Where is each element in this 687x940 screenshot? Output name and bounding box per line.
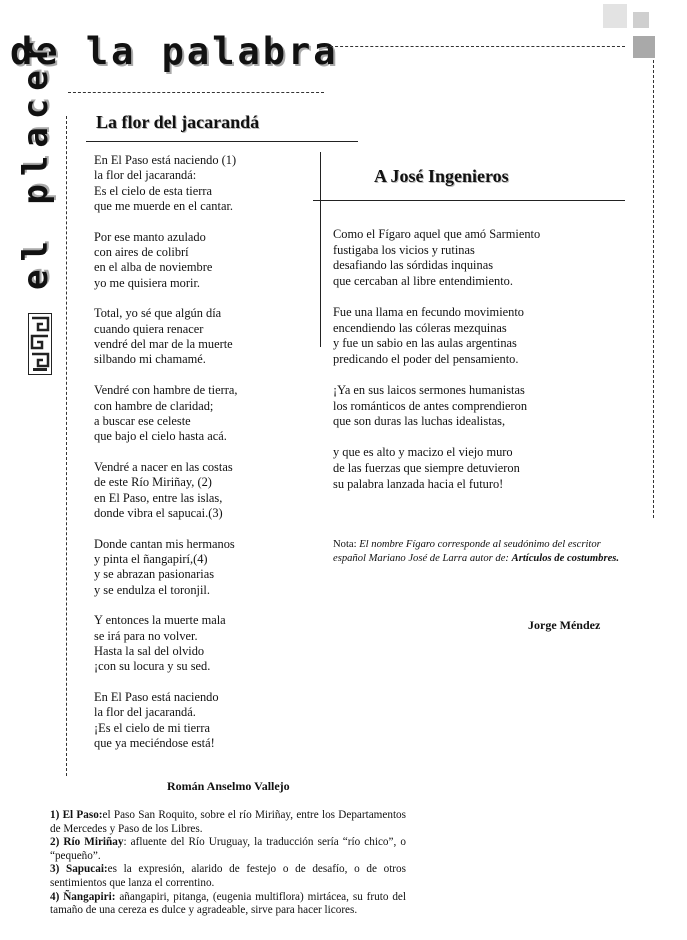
poem-line: fustigaba los vicios y rutinas [333,242,475,257]
poem-line: Vendré con hambre de tierra, [94,383,238,398]
footnote-text: el Paso San Roquito, sobre el río Miriñay, entre los Departamentos de Mercedes y Paso de los Libres. [50,809,406,835]
poem-line: Y entonces la muerte mala [94,613,226,628]
poem-line: de este Río Miriñay, (2) [94,475,212,490]
stanza [94,460,237,521]
poem-line: la flor del jacarandá: [94,168,197,183]
poem-line: se irá para no volver. [94,628,198,643]
poem-line: que bajo el cielo hasta acá. [94,429,227,444]
poem1-body [94,153,237,767]
poem-line: en El Paso, entre las islas, [94,490,223,505]
poem2-body [333,227,540,508]
poem-line: con aires de colibrí [94,245,189,260]
poem-line: y se abrazan pasionarias [94,567,215,582]
poem2-title: A José Ingenieros [374,166,509,186]
decor-square-dark [633,36,655,58]
footnote-term: 3) Sapucai: [50,863,108,876]
poem-line: su palabra lanzada hacia el futuro! [333,476,504,491]
greek-key-ornament-icon [28,313,52,375]
poem-line: que son duras las luchas idealistas, [333,414,506,429]
poem-line: ¡Ya en sus laicos sermones humanistas [333,382,525,397]
poem2-title-rule [313,200,625,201]
poem-line: yo me quisiera morir. [94,275,200,290]
column-divider [320,152,321,347]
stanza [333,383,540,430]
poem-line: los románticos de antes comprendieron [333,398,528,413]
decor-square-small [633,12,649,28]
poem-line: En El Paso está naciendo (1) [94,153,237,167]
poem1-author: Román Anselmo Vallejo [167,779,290,793]
left-dashed-border [66,116,67,776]
header-rule-right [325,46,625,47]
decor-square-large [603,4,627,28]
poem-line: predicando el poder del pensamiento. [333,351,519,366]
footnote-text: añangapiri, pitanga, (eugenia multiflora) mirtácea, su fruto del tamaño de una cereza es dulce y agradeable, sirve para hacer licores. [50,890,406,917]
stanza [333,445,540,492]
poem-line: cuando quiera renacer [94,321,204,336]
stanza [94,537,237,598]
poem-line: y se endulza el toronjil. [94,582,210,597]
poem-line: desafiando las sórdidas inquinas [333,258,494,273]
poem-line: y pinta el ñangapirí,(4) [94,551,208,566]
stanza [94,153,237,214]
poem-line: en el alba de noviembre [94,260,213,275]
poem-line: ¡con su locura y su sed. [94,659,211,674]
section-title: de la palabra [10,30,339,73]
vertical-section-label: el placer [16,33,56,290]
stanza [333,227,540,289]
footnote-item [50,836,406,863]
poem-line: y fue un sabio en las aulas argentinas [333,336,517,351]
poem-line: y que es alto y macizo el viejo muro [333,445,513,460]
poem-line: ¡Es el cielo de mi tierra [94,720,210,735]
note-work: Artículos de costumbres. [511,553,620,564]
poem-line: En El Paso está naciendo [94,690,219,705]
footnote-term: 4) Ñangapiri: [50,890,116,903]
stanza [333,305,540,367]
poem-line: Por ese manto azulado [94,229,206,244]
poem2-note [333,538,625,566]
footnote-text: es la expresión, alarido de festejo o de desafío, o de otros sentimientos que lanza el correntino. [50,863,406,889]
poem1-title-rule [86,141,358,142]
stanza [94,383,237,444]
stanza [94,613,237,674]
poem-line: donde vibra el sapucai.(3) [94,505,223,520]
poem2-author: Jorge Méndez [528,618,601,632]
footnote-text: : afluente del Río Uruguay, la traducción sería “río chico”, o “pequeño”. [50,836,406,862]
stanza [94,230,237,291]
poem-line: de las fuerzas que siempre detuvieron [333,460,520,475]
poem-line: Vendré a nacer en las costas [94,459,233,474]
footnote-term: 2) Río Miriñay [50,836,124,849]
stanza [94,690,237,751]
poem-line: Total, yo sé que algún día [94,306,222,321]
stanza [94,306,237,367]
footnote-item [50,863,406,890]
poem-line: a buscar ese celeste [94,413,191,428]
footnote-term: 1) El Paso: [50,809,103,821]
header-rule-below [68,92,324,93]
note-text: El nombre Fígaro corresponde al seudónimo del escritor español Mariano José de Larra autor de: [333,539,601,564]
poem-line: que cercaban al libre entendimiento. [333,273,513,288]
poem-line: Hasta la sal del olvido [94,644,205,658]
poem-line: que ya meciéndose está! [94,736,215,751]
footnote-item [50,809,406,836]
poem-line: vendré del mar de la muerte [94,337,233,352]
poem-line: la flor del jacarandá. [94,705,196,720]
poem-line: encendiendo las cóleras mezquinas [333,320,507,335]
footnote-item [50,891,406,918]
poem1-title: La flor del jacarandá [96,112,260,132]
poem-line: silbando mi chamamé. [94,352,206,367]
poem-line: Fue una llama en fecundo movimiento [333,304,524,319]
poem-line: Es el cielo de esta tierra [94,183,212,198]
poem-line: con hambre de claridad; [94,398,214,413]
right-dashed-border [653,60,654,518]
poem-line: Como el Fígaro aquel que amó Sarmiento [333,227,541,241]
footnotes [50,809,406,918]
poem-line: Donde cantan mis hermanos [94,536,235,551]
note-label: Nota: [333,539,357,550]
poem-line: que me muerde en el cantar. [94,199,233,214]
